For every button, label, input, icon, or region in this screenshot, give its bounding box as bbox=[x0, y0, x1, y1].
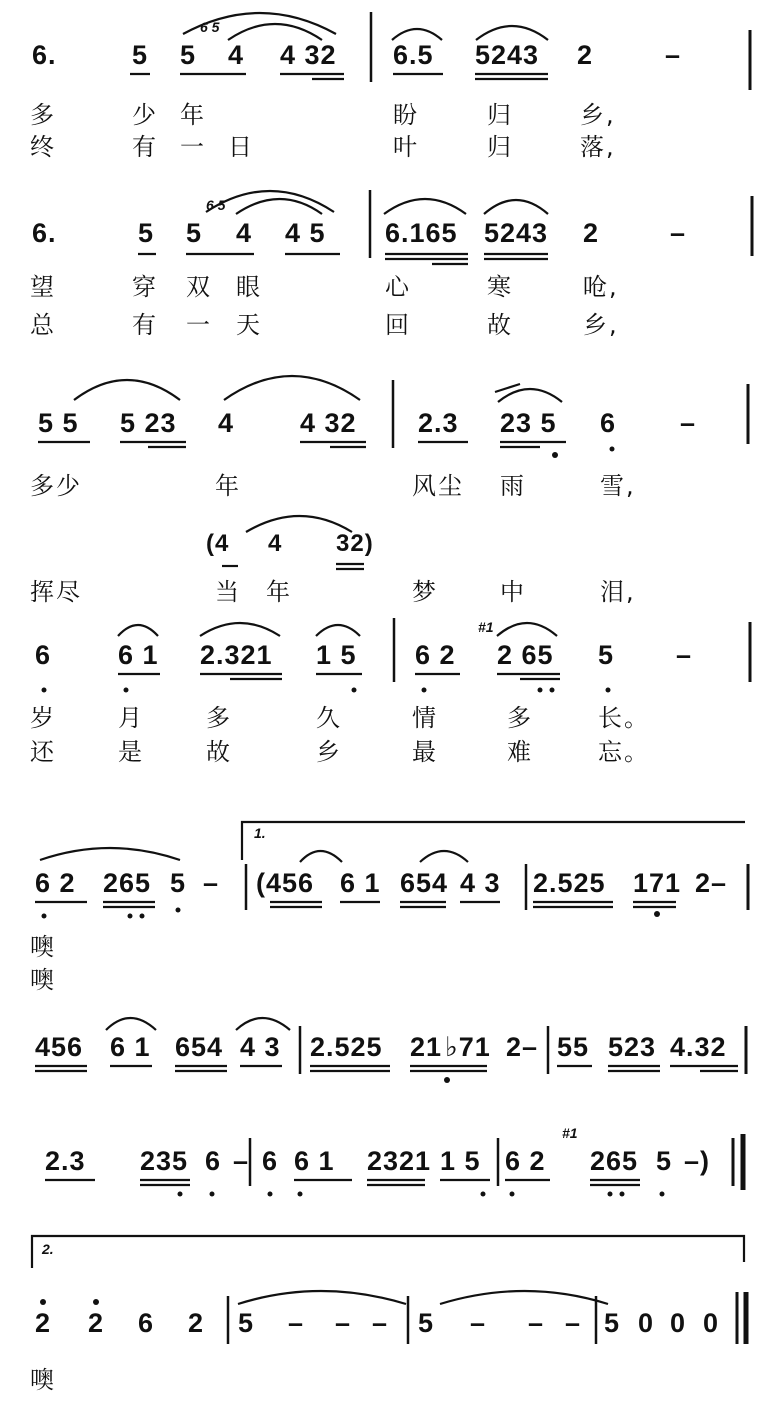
volta-bracket bbox=[242, 822, 745, 860]
note: 4 32 bbox=[280, 40, 337, 70]
note: 4 bbox=[228, 40, 245, 70]
slur bbox=[497, 623, 557, 636]
slur bbox=[238, 1291, 406, 1304]
slur bbox=[106, 1018, 156, 1030]
note: 1 5 bbox=[316, 640, 357, 670]
note: 265 bbox=[590, 1146, 639, 1176]
note: 654 bbox=[175, 1032, 224, 1062]
lyric: 最 bbox=[412, 738, 438, 766]
slur bbox=[183, 13, 336, 34]
octave-dot bbox=[352, 688, 357, 693]
octave-dot bbox=[298, 1192, 303, 1197]
note: 6 1 bbox=[118, 640, 159, 670]
note: 2 bbox=[583, 218, 600, 248]
lyric: 挥尽 bbox=[30, 578, 82, 606]
slur bbox=[236, 199, 322, 214]
grace-note: #1 bbox=[478, 619, 494, 635]
lyric: 落, bbox=[580, 133, 616, 161]
slur bbox=[236, 1018, 290, 1030]
note: 5 bbox=[180, 40, 197, 70]
lyric: 穿 bbox=[132, 273, 158, 301]
slur bbox=[316, 625, 360, 636]
lyric: 乡, bbox=[580, 101, 616, 129]
slur bbox=[498, 389, 562, 402]
lyric: 情 bbox=[412, 704, 438, 732]
octave-dot bbox=[552, 452, 558, 458]
note: 6 1 bbox=[340, 868, 381, 898]
note: 5 bbox=[656, 1146, 673, 1176]
lyric: 岁 bbox=[30, 704, 56, 732]
lyric: 多 bbox=[206, 704, 232, 732]
note: 2 bbox=[88, 1308, 105, 1338]
lyric: 泪, bbox=[600, 578, 636, 606]
note: 21 bbox=[410, 1032, 443, 1062]
octave-dot bbox=[40, 1299, 46, 1305]
octave-dot bbox=[93, 1299, 99, 1305]
note: 5 23 bbox=[120, 408, 177, 438]
grace-note: 6 5 bbox=[200, 19, 220, 35]
note: 0 bbox=[670, 1308, 687, 1338]
octave-dot bbox=[210, 1192, 215, 1197]
slur bbox=[118, 625, 158, 636]
volta-label: 1. bbox=[254, 825, 266, 841]
octave-dot bbox=[422, 688, 427, 693]
lyric: 归 bbox=[487, 101, 513, 129]
note: 2.525 bbox=[533, 868, 606, 898]
slur bbox=[420, 851, 468, 862]
octave-dot bbox=[510, 1192, 515, 1197]
octave-dot bbox=[124, 688, 129, 693]
volta-label: 2. bbox=[42, 1241, 54, 1257]
lyric: 少 bbox=[132, 101, 158, 129]
note: 6 bbox=[138, 1308, 155, 1338]
note: 4.32 bbox=[670, 1032, 727, 1062]
note: – bbox=[470, 1308, 487, 1338]
note: 1 5 bbox=[440, 1146, 481, 1176]
note: 265 bbox=[103, 868, 152, 898]
octave-dot bbox=[178, 1192, 183, 1197]
lyric: 雨 bbox=[500, 472, 526, 500]
note: 6 bbox=[205, 1146, 222, 1176]
alt-note: 4 bbox=[268, 530, 283, 557]
grace-note: #1 bbox=[562, 1125, 578, 1141]
slur bbox=[384, 199, 466, 214]
note: 5 bbox=[238, 1308, 255, 1338]
slur bbox=[74, 380, 180, 400]
lyric: 噢 bbox=[30, 933, 56, 961]
lyric: 噢 bbox=[30, 1366, 56, 1394]
lyric: 叶 bbox=[393, 133, 419, 161]
octave-dot bbox=[42, 688, 47, 693]
note: – bbox=[680, 408, 697, 438]
lyric: 故 bbox=[487, 311, 513, 339]
note: 6 2 bbox=[35, 868, 76, 898]
octave-dot bbox=[606, 688, 611, 693]
note: 6 bbox=[262, 1146, 279, 1176]
lyric: 有 bbox=[132, 311, 158, 339]
lyric: 月 bbox=[118, 704, 144, 732]
note: 4 5 bbox=[285, 218, 326, 248]
note: – bbox=[372, 1308, 389, 1338]
note: – bbox=[288, 1308, 305, 1338]
lyric: 年 bbox=[180, 101, 206, 129]
alt-note: (4 bbox=[206, 530, 230, 557]
note: 2.321 bbox=[200, 640, 273, 670]
lyric: 风尘 bbox=[412, 472, 464, 500]
octave-dot bbox=[608, 1192, 613, 1197]
lyric: 一 bbox=[180, 133, 206, 161]
note: 6 2 bbox=[505, 1146, 546, 1176]
note: 2.3 bbox=[418, 408, 459, 438]
lyric: 是 bbox=[118, 738, 144, 766]
note: 456 bbox=[35, 1032, 84, 1062]
note: 2– bbox=[506, 1032, 539, 1062]
lyric: 眼 bbox=[236, 273, 262, 301]
note: – bbox=[670, 218, 687, 248]
lyric: 年 bbox=[266, 578, 292, 606]
note: 6.165 bbox=[385, 218, 458, 248]
note: 2 bbox=[577, 40, 594, 70]
note: 55 bbox=[557, 1032, 590, 1062]
slur bbox=[440, 1291, 608, 1304]
octave-dot bbox=[140, 914, 145, 919]
note: – bbox=[203, 868, 220, 898]
note: 5 5 bbox=[38, 408, 79, 438]
slur bbox=[246, 516, 352, 532]
lyric: 忘。 bbox=[598, 738, 650, 766]
slur bbox=[484, 200, 548, 214]
slur bbox=[40, 848, 180, 860]
lyric: 故 bbox=[206, 738, 232, 766]
lyric: 多 bbox=[30, 101, 56, 129]
note: 6 1 bbox=[294, 1146, 335, 1176]
note: – bbox=[665, 40, 682, 70]
lyric: 总 bbox=[30, 311, 56, 339]
lyric: 梦 bbox=[412, 578, 438, 606]
octave-dot bbox=[268, 1192, 273, 1197]
note: 5 bbox=[604, 1308, 621, 1338]
lyric: 中 bbox=[500, 578, 526, 606]
lyric: 盼 bbox=[393, 101, 419, 129]
lyric: 归 bbox=[487, 133, 513, 161]
note: 5 bbox=[132, 40, 149, 70]
note: 5243 bbox=[484, 218, 549, 248]
note: 5 bbox=[170, 868, 187, 898]
slur bbox=[300, 851, 342, 862]
note: – bbox=[335, 1308, 352, 1338]
note: –) bbox=[684, 1146, 711, 1176]
octave-dot bbox=[176, 908, 181, 913]
grace-note: 6 5 bbox=[206, 197, 226, 213]
note: 5 bbox=[138, 218, 155, 248]
note: 6 1 bbox=[110, 1032, 151, 1062]
note: (456 bbox=[256, 868, 315, 898]
lyric: 望 bbox=[30, 273, 56, 301]
slur bbox=[200, 623, 280, 636]
note: 5 bbox=[598, 640, 615, 670]
lyric: 噢 bbox=[30, 966, 56, 994]
note: 4 3 bbox=[240, 1032, 281, 1062]
alt-note: 32) bbox=[336, 530, 374, 557]
lyric: 寒 bbox=[487, 273, 513, 301]
lyric: 雪, bbox=[600, 472, 636, 500]
note: 654 bbox=[400, 868, 449, 898]
lyric: 当 bbox=[215, 578, 241, 606]
lyric: 久 bbox=[316, 704, 342, 732]
octave-dot bbox=[42, 914, 47, 919]
note: 4 32 bbox=[300, 408, 357, 438]
note: 6 2 bbox=[415, 640, 456, 670]
lyric: 一 bbox=[186, 311, 212, 339]
note: 2.525 bbox=[310, 1032, 383, 1062]
octave-dot bbox=[550, 688, 555, 693]
note: 523 bbox=[608, 1032, 657, 1062]
note: 6. bbox=[32, 40, 57, 70]
note: ♭71 bbox=[445, 1032, 491, 1062]
octave-dot bbox=[610, 447, 615, 452]
note: 2– bbox=[695, 868, 728, 898]
slur bbox=[476, 26, 548, 40]
note: – bbox=[233, 1146, 250, 1176]
volta-bracket bbox=[32, 1236, 744, 1268]
lyric: 难 bbox=[507, 738, 533, 766]
note: 0 bbox=[638, 1308, 655, 1338]
lyric: 双 bbox=[186, 273, 212, 301]
note: 5 bbox=[418, 1308, 435, 1338]
note: 23 5 bbox=[500, 408, 557, 438]
lyric: 乡 bbox=[316, 738, 342, 766]
lyric: 多 bbox=[507, 704, 533, 732]
note: 2 65 bbox=[497, 640, 554, 670]
octave-dot bbox=[620, 1192, 625, 1197]
octave-dot bbox=[538, 688, 543, 693]
lyric: 天 bbox=[236, 311, 262, 339]
note: – bbox=[565, 1308, 582, 1338]
note: 235 bbox=[140, 1146, 189, 1176]
note: 2 bbox=[188, 1308, 205, 1338]
note: – bbox=[528, 1308, 545, 1338]
octave-dot bbox=[128, 914, 133, 919]
lyric: 多少 bbox=[30, 472, 82, 500]
note: 5 bbox=[186, 218, 203, 248]
note: 6 bbox=[600, 408, 617, 438]
slur bbox=[224, 376, 360, 400]
lyric: 日 bbox=[228, 133, 254, 161]
note: 5243 bbox=[475, 40, 540, 70]
note: – bbox=[676, 640, 693, 670]
lyric: 长。 bbox=[598, 704, 650, 732]
note: 6 bbox=[35, 640, 52, 670]
lyric: 年 bbox=[215, 472, 241, 500]
note: 4 3 bbox=[460, 868, 501, 898]
note: 4 bbox=[236, 218, 253, 248]
lyric: 乡, bbox=[583, 311, 619, 339]
octave-dot bbox=[481, 1192, 486, 1197]
note: 6. bbox=[32, 218, 57, 248]
note: 0 bbox=[703, 1308, 720, 1338]
lyric: 有 bbox=[132, 133, 158, 161]
slur bbox=[228, 24, 322, 40]
note: 4 bbox=[218, 408, 235, 438]
note: 2321 bbox=[367, 1146, 432, 1176]
note: 2 bbox=[35, 1308, 52, 1338]
lyric: 还 bbox=[30, 738, 56, 766]
lyric: 呛, bbox=[583, 273, 619, 301]
lyric: 心 bbox=[385, 273, 411, 301]
octave-dot bbox=[444, 1077, 450, 1083]
octave-dot bbox=[660, 1192, 665, 1197]
note: 6.5 bbox=[393, 40, 434, 70]
octave-dot bbox=[654, 911, 660, 917]
note: 171 bbox=[633, 868, 682, 898]
note: 2.3 bbox=[45, 1146, 86, 1176]
lyric: 回 bbox=[385, 311, 411, 339]
lyric: 终 bbox=[30, 133, 56, 161]
slur bbox=[392, 29, 442, 40]
